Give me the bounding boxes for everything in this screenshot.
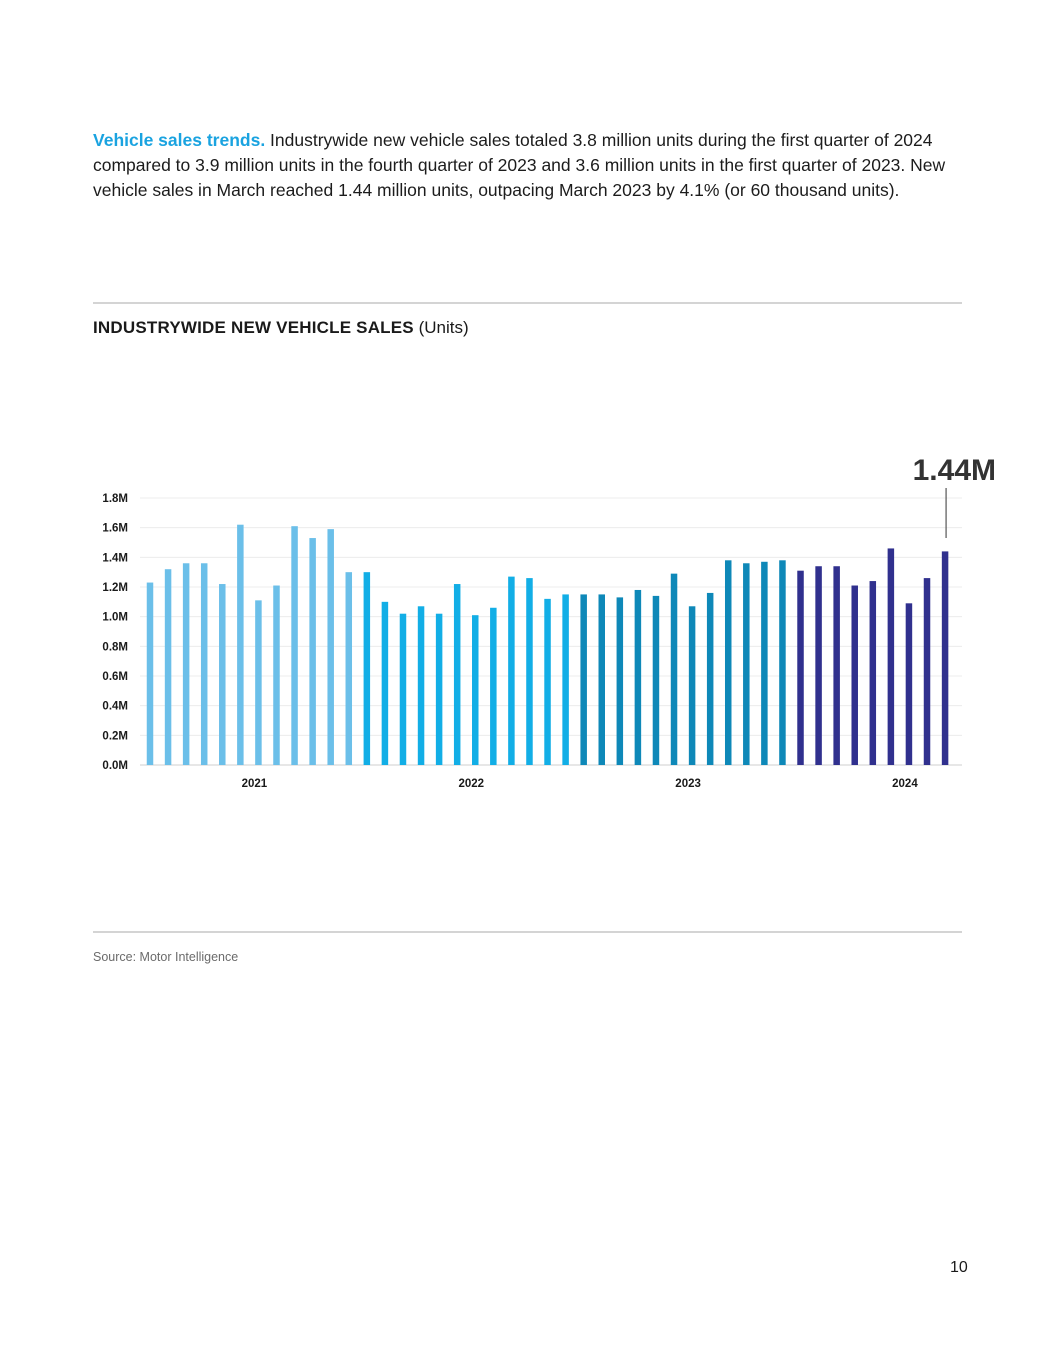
chart-heading (93, 318, 469, 338)
sales-bar (382, 602, 389, 765)
y-tick-label: 1.4M (102, 552, 128, 565)
sales-bar (291, 526, 298, 765)
x-tick-label: 2022 (458, 778, 485, 790)
sales-bar (779, 560, 786, 765)
sales-bar (707, 593, 714, 765)
sales-bar (743, 563, 750, 765)
sales-bar (183, 563, 190, 765)
sales-bar (165, 569, 172, 765)
sales-bar (870, 581, 877, 765)
sales-bar (599, 594, 606, 765)
y-tick-label: 0.2M (102, 730, 128, 743)
sales-bar (346, 572, 353, 765)
y-tick-label: 1.8M (102, 493, 128, 505)
sales-bar (147, 583, 154, 765)
sales-bar (418, 606, 425, 765)
sales-bar (436, 614, 443, 765)
sales-bar (544, 599, 551, 765)
sales-bar (761, 562, 768, 765)
sales-bar (689, 606, 696, 765)
sales-bar-chart (0, 440, 1055, 800)
sales-bar (906, 603, 913, 765)
y-tick-label: 1.6M (102, 522, 128, 535)
sales-bar (617, 597, 624, 765)
chart-bars (147, 525, 949, 765)
sales-bar (888, 548, 895, 765)
callout-label: 1.44M (912, 454, 996, 487)
sales-bar (327, 529, 334, 765)
x-tick-label: 2024 (892, 778, 918, 790)
sales-bar (671, 574, 678, 765)
sales-bar (273, 586, 280, 765)
intro-body: Industrywide new vehicle sales totaled 3.8 million units during the first quarter of 2024 compared to 3.9 million units in the fourth quarter of 2023 and 3.6 million units in the first quarter of 2023. New vehicle sales in March reached 1.44 million units, outpacing March 2023 by 4.1% (or 60 thousand units). (93, 130, 946, 200)
x-tick-label: 2021 (241, 778, 268, 790)
intro-lead: Vehicle sales trends. (93, 130, 266, 150)
sales-bar (219, 584, 226, 765)
sales-bar (508, 577, 515, 765)
x-axis-ticks (242, 778, 919, 790)
sales-bar (472, 615, 479, 765)
sales-bar (526, 578, 533, 765)
sales-bar (797, 571, 804, 765)
sales-bar (725, 560, 732, 765)
top-divider (93, 302, 962, 304)
x-tick-label: 2023 (675, 778, 701, 790)
sales-bar (454, 584, 461, 765)
intro-paragraph (93, 128, 963, 203)
chart-unit: (Units) (418, 318, 469, 337)
y-tick-label: 1.2M (102, 582, 128, 594)
page-number: 10 (950, 1259, 968, 1276)
bottom-divider (93, 931, 962, 933)
sales-bar (833, 566, 840, 765)
sales-bar (400, 614, 407, 765)
sales-bar (364, 572, 371, 765)
sales-bar (255, 600, 261, 765)
chart-callout (913, 454, 996, 538)
chart-title: INDUSTRYWIDE NEW VEHICLE SALES (93, 318, 414, 337)
sales-bar (562, 594, 569, 765)
sales-bar (201, 563, 208, 765)
y-axis-ticks (102, 493, 128, 772)
sales-bar (815, 566, 822, 765)
source-note: Source: Motor Intelligence (93, 950, 239, 964)
sales-bar (490, 608, 497, 765)
y-tick-label: 0.4M (102, 700, 128, 713)
y-tick-label: 0.8M (102, 641, 128, 654)
sales-bar (942, 551, 949, 765)
y-tick-label: 0.0M (102, 760, 128, 772)
sales-bar (851, 586, 858, 765)
y-tick-label: 0.6M (102, 671, 128, 683)
sales-bar (309, 538, 316, 765)
sales-bar (635, 590, 642, 765)
sales-bar (653, 596, 660, 765)
y-tick-label: 1.0M (102, 611, 128, 624)
sales-bar (237, 525, 244, 765)
sales-bar (580, 594, 587, 765)
sales-bar (924, 578, 931, 765)
